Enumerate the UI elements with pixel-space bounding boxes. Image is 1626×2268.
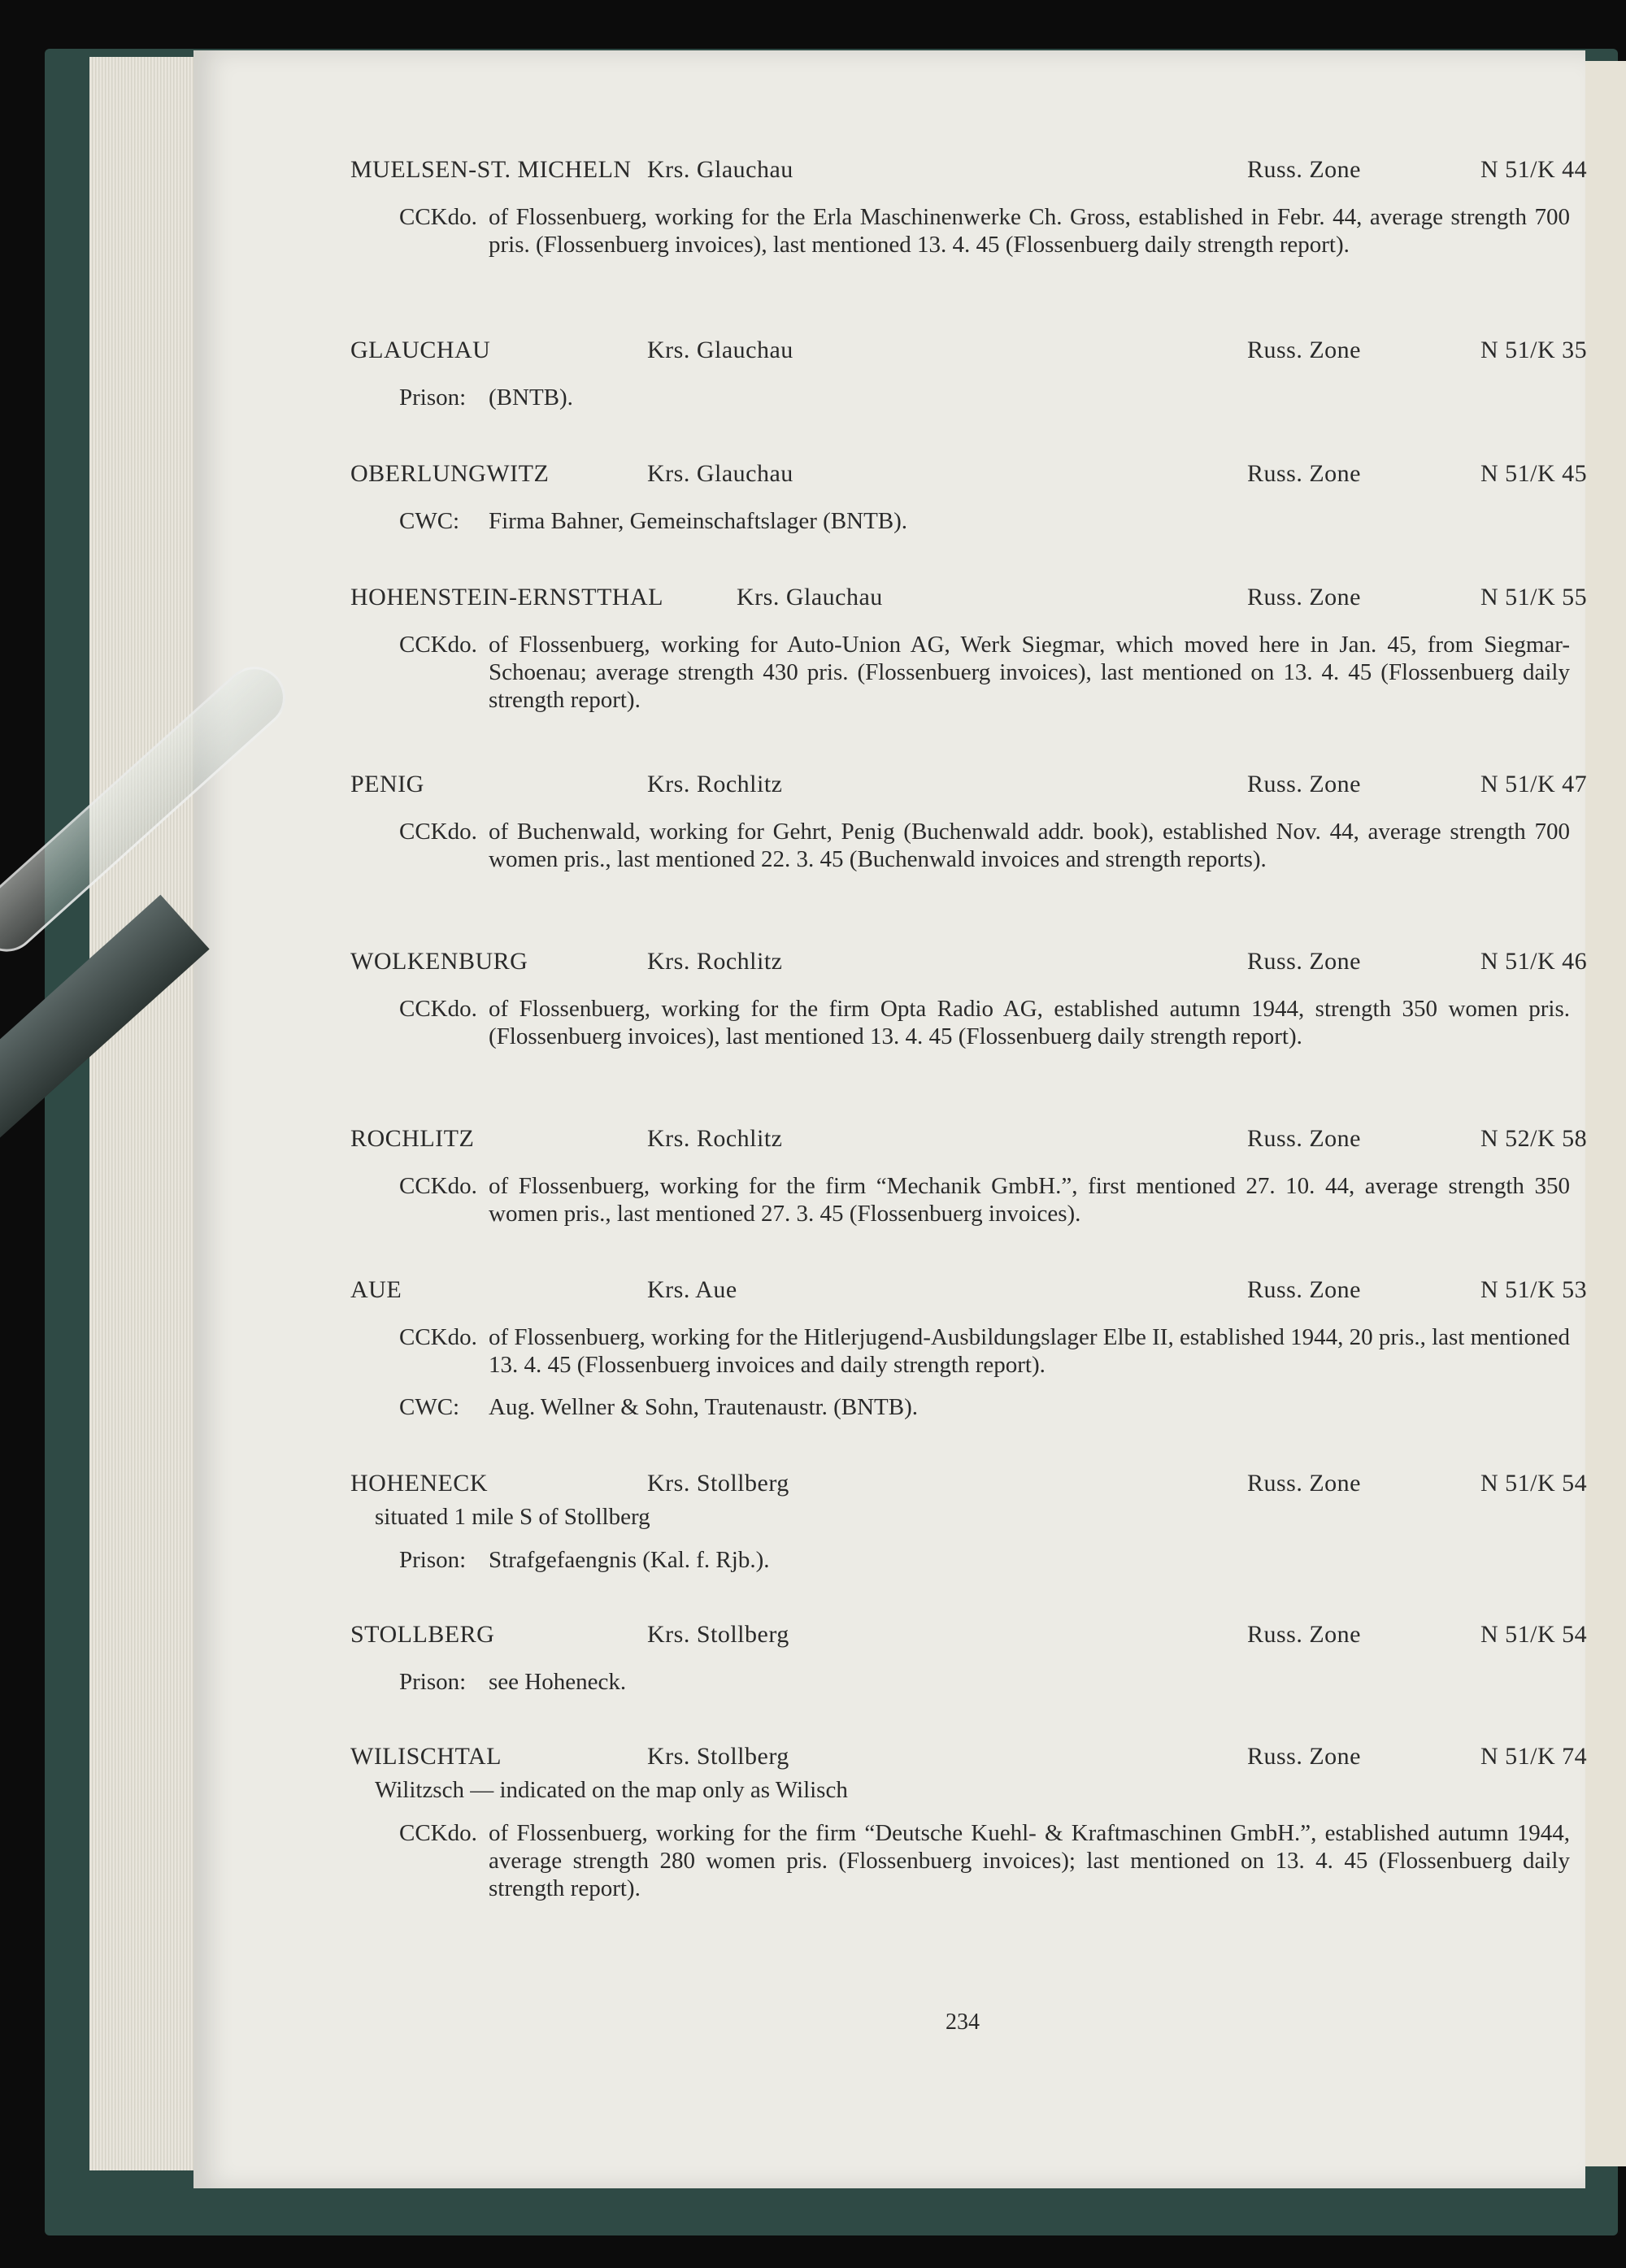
map-grid: N 51/K 54: [1480, 1470, 1588, 1497]
entry-stollberg: [350, 1621, 1588, 1696]
line-text: of Flossenbuerg, working for the Erla Maschinenwerke Ch. Gross, established in Febr. 44, average strength 700 pris. (Flossenbuerg invoices), last mentioned 13. 4. 45 (Flossenbuerg daily strength report).: [489, 204, 1570, 258]
map-grid: N 51/K 45: [1480, 460, 1588, 487]
map-grid: N 51/K 47: [1480, 771, 1588, 797]
zone: Russ. Zone: [1247, 1125, 1361, 1152]
entry-header: [350, 156, 1588, 189]
district: Krs. Glauchau: [647, 337, 793, 363]
entry-header: [350, 460, 1588, 493]
entry-hoheneck: [350, 1470, 1588, 1574]
entry-line: [350, 1668, 1570, 1696]
place-name: OBERLUNGWITZ: [350, 460, 550, 487]
line-label: CCKdo.: [399, 204, 477, 230]
line-text: Strafgefaengnis (Kal. f. Rjb.).: [489, 1547, 770, 1573]
zone: Russ. Zone: [1247, 1276, 1361, 1303]
line-text: see Hoheneck.: [489, 1669, 627, 1695]
district: Krs. Rochlitz: [647, 771, 783, 797]
entry-wolkenburg: [350, 948, 1588, 1050]
line-label: Prison:: [399, 1669, 467, 1695]
entry-rochlitz: [350, 1125, 1588, 1227]
line-label: CCKdo.: [399, 1820, 477, 1846]
district: Krs. Glauchau: [647, 156, 793, 183]
line-label: CCKdo.: [399, 1173, 477, 1199]
map-grid: N 51/K 44: [1480, 156, 1588, 183]
place-name: WILISCHTAL: [350, 1743, 502, 1770]
place-name: HOHENECK: [350, 1470, 488, 1497]
map-grid: N 51/K 46: [1480, 948, 1588, 975]
zone: Russ. Zone: [1247, 1470, 1361, 1497]
line-label: CCKdo.: [399, 1324, 477, 1350]
facing-page-edge: [1585, 61, 1626, 2166]
map-grid: N 51/K 53: [1480, 1276, 1588, 1303]
entry-header: [350, 337, 1588, 369]
entry-hohenstein-ernstthal: [350, 584, 1588, 714]
entry-header: [350, 771, 1588, 803]
place-name: STOLLBERG: [350, 1621, 495, 1648]
zone: Russ. Zone: [1247, 460, 1361, 487]
entry-header: [350, 1276, 1588, 1309]
line-text: of Flossenbuerg, working for the Hitlerjugend-Ausbildungslager Elbe II, established 1944, 20 pris., last mentioned 13. 4. 45 (Flossenbuerg invoices and daily strength report).: [489, 1324, 1571, 1378]
line-label: Prison:: [399, 1547, 467, 1573]
zone: Russ. Zone: [1247, 1743, 1361, 1770]
entry-header: [350, 1470, 1588, 1502]
entry-glauchau: [350, 337, 1588, 411]
entry-line: [350, 1323, 1570, 1379]
district: Krs. Glauchau: [647, 460, 793, 487]
place-name: ROCHLITZ: [350, 1125, 475, 1152]
entry-wilischtal: [350, 1743, 1588, 1902]
page-number: 234: [946, 2009, 980, 2035]
map-grid: N 52/K 58: [1480, 1125, 1588, 1152]
entry-line: [350, 1819, 1570, 1902]
line-text: of Buchenwald, working for Gehrt, Penig (Buchenwald addr. book), established Nov. 44, average strength 700 women pris., last mentioned 22. 3. 45 (Buchenwald invoices and strength reports).: [489, 819, 1570, 872]
map-grid: N 51/K 55: [1480, 584, 1588, 610]
entry-header: [350, 948, 1588, 980]
entry-header: [350, 584, 1588, 616]
district: Krs. Rochlitz: [647, 948, 783, 975]
zone: Russ. Zone: [1247, 156, 1361, 183]
line-text: Aug. Wellner & Sohn, Trautenaustr. (BNTB).: [489, 1394, 918, 1420]
line-label: CCKdo.: [399, 996, 477, 1022]
entry-oberlungwitz: [350, 460, 1588, 535]
district: Krs. Glauchau: [737, 584, 883, 610]
line-text: of Flossenbuerg, working for the firm Opta Radio AG, established autumn 1944, strength 350 women pris. (Flossenbuerg invoices), last mentioned 13. 4. 45 (Flossenbuerg daily strength report).: [489, 996, 1570, 1049]
line-label: CCKdo.: [399, 632, 477, 658]
place-name: WOLKENBURG: [350, 948, 528, 975]
district: Krs. Aue: [647, 1276, 737, 1303]
entry-header: [350, 1621, 1588, 1653]
entry-line: [350, 995, 1570, 1050]
entry-line: [350, 1546, 1570, 1574]
line-text: of Flossenbuerg, working for the firm “Mechanik GmbH.”, first mentioned 27. 10. 44, average strength 350 women pris., last mentioned 27. 3. 45 (Flossenbuerg invoices).: [489, 1173, 1570, 1227]
book-page: [193, 50, 1588, 2188]
zone: Russ. Zone: [1247, 584, 1361, 610]
entry-header: [350, 1743, 1588, 1775]
map-grid: N 51/K 54: [1480, 1621, 1588, 1648]
line-label: CCKdo.: [399, 819, 477, 845]
district: Krs. Stollberg: [647, 1470, 789, 1497]
place-name: HOHENSTEIN-ERNSTTHAL: [350, 584, 663, 610]
entry-line: [350, 203, 1570, 259]
zone: Russ. Zone: [1247, 337, 1361, 363]
entry-muelsen: [350, 156, 1588, 259]
line-text: Firma Bahner, Gemeinschaftslager (BNTB).: [489, 508, 908, 534]
entry-header: [350, 1125, 1588, 1158]
entry-aue: [350, 1276, 1588, 1421]
entry-line: [350, 818, 1570, 873]
place-name: MUELSEN-ST. MICHELN: [350, 156, 632, 183]
line-label: Prison:: [399, 385, 467, 411]
line-text: of Flossenbuerg, working for the firm “Deutsche Kuehl- & Kraftmaschinen GmbH.”, established autumn 1944, average strength 280 women pris. (Flossenbuerg invoices); last mentioned on 13. 4. 45 (Flossenbuerg daily strength report).: [489, 1820, 1570, 1901]
location-note: situated 1 mile S of Stollberg: [375, 1504, 650, 1530]
entry-line: [350, 1393, 1570, 1421]
place-name: PENIG: [350, 771, 424, 797]
place-name: AUE: [350, 1276, 402, 1303]
place-name: GLAUCHAU: [350, 337, 491, 363]
page-edges: [89, 57, 203, 2170]
zone: Russ. Zone: [1247, 1621, 1361, 1648]
district: Krs. Stollberg: [647, 1621, 789, 1648]
line-label: CWC:: [399, 1394, 460, 1420]
entry-line: [350, 384, 1570, 411]
entry-penig: [350, 771, 1588, 873]
district: Krs. Rochlitz: [647, 1125, 783, 1152]
zone: Russ. Zone: [1247, 948, 1361, 975]
location-note: Wilitzsch — indicated on the map only as Wilisch: [375, 1777, 848, 1803]
district: Krs. Stollberg: [647, 1743, 789, 1770]
zone: Russ. Zone: [1247, 771, 1361, 797]
entry-line: [350, 507, 1570, 535]
line-label: CWC:: [399, 508, 460, 534]
entry-line: [350, 631, 1570, 714]
entry-line: [350, 1172, 1570, 1227]
map-grid: N 51/K 35: [1480, 337, 1588, 363]
map-grid: N 51/K 74: [1480, 1743, 1588, 1770]
line-text: of Flossenbuerg, working for Auto-Union AG, Werk Siegmar, which moved here in Jan. 45, from Siegmar-Schoenau; average strength 430 pris. (Flossenbuerg invoices), last mentioned on 13. 4. 45 (Flossenbuerg daily strength report).: [489, 632, 1570, 713]
line-text: (BNTB).: [489, 385, 573, 411]
